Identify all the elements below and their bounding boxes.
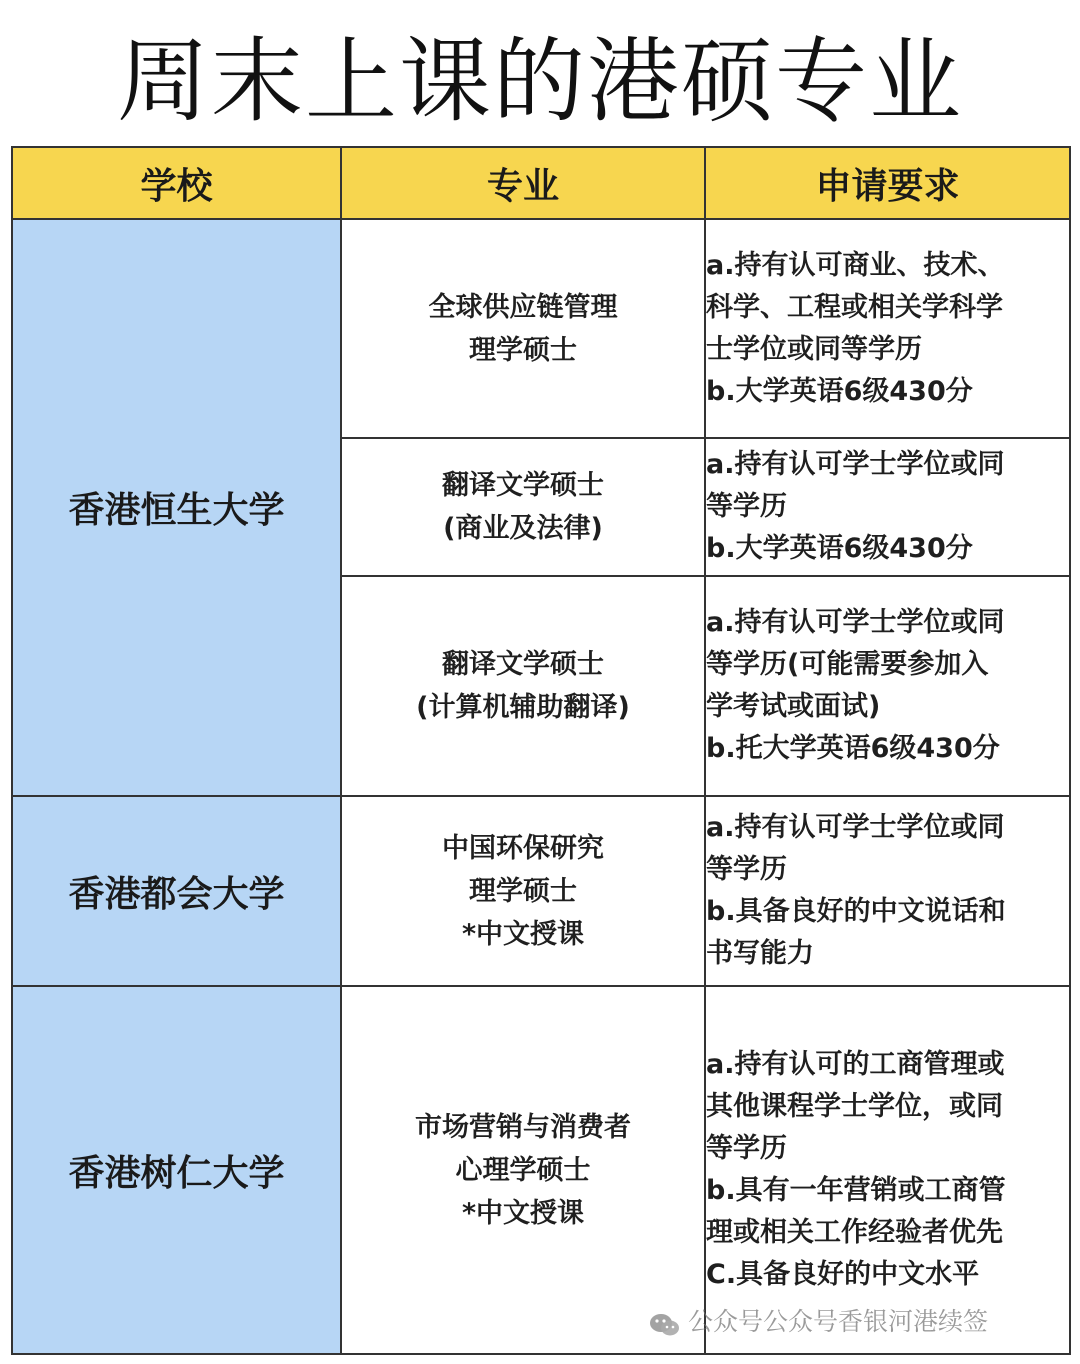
requirement-line: b.大学英语6级430分 (706, 533, 973, 564)
major-line: 理学硕士 (469, 875, 577, 907)
requirements-cell (705, 986, 1070, 1354)
requirement-line: a.持有认可的工商管理或 (706, 1049, 1005, 1080)
header-school: 学校 (12, 147, 341, 219)
requirement-line: 等学历 (706, 854, 787, 885)
table-header-row (12, 147, 1070, 219)
requirement-line: 科学、工程或相关学科学 (706, 291, 1003, 323)
major-line: 市场营销与消费者 (415, 1111, 631, 1143)
page-title: 周末上课的港硕专业 (116, 28, 963, 135)
watermark (648, 1302, 988, 1342)
requirement-line: a.持有认可商业、技术、 (706, 249, 1005, 281)
major-line: 理学硕士 (469, 334, 577, 366)
wechat-icon (648, 1310, 682, 1336)
major-line: (计算机辅助翻译) (416, 692, 630, 723)
major-line: 翻译文学硕士 (442, 470, 604, 501)
school-cell: 香港树仁大学 (12, 986, 341, 1354)
major-line: 全球供应链管理 (428, 291, 618, 323)
requirement-line: b.托大学英语6级430分 (706, 733, 1000, 764)
major-cell (341, 796, 705, 986)
header-major: 专业 (341, 147, 705, 219)
requirements-cell (705, 576, 1070, 796)
requirement-line: C.具备良好的中文水平 (706, 1259, 980, 1290)
school-cell: 香港都会大学 (12, 796, 341, 986)
requirement-line: 等学历 (706, 1133, 787, 1164)
major-line: *中文授课 (461, 918, 585, 950)
major-line: 心理学硕士 (455, 1154, 591, 1186)
major-line: 翻译文学硕士 (442, 649, 604, 680)
table-row (12, 796, 1070, 986)
table-row (12, 986, 1070, 1354)
requirement-line: 等学历(可能需要参加入 (706, 649, 989, 680)
requirement-line: 士学位或同等学历 (706, 333, 922, 365)
major-cell (341, 219, 705, 438)
major-cell (341, 986, 705, 1354)
requirement-line: b.具备良好的中文说话和 (706, 896, 1006, 927)
requirement-line: a.持有认可学士学位或同 (706, 607, 1005, 638)
major-cell (341, 576, 705, 796)
requirement-line: a.持有认可学士学位或同 (706, 812, 1005, 843)
requirement-line: 其他课程学士学位，或同 (706, 1091, 1003, 1122)
header-requirements: 申请要求 (705, 147, 1070, 219)
major-line: *中文授课 (461, 1197, 585, 1229)
requirement-line: 等学历 (706, 491, 787, 522)
table-row (12, 219, 1070, 438)
major-line: 中国环保研究 (442, 832, 604, 864)
requirement-line: b.具有一年营销或工商管 (706, 1175, 1006, 1206)
requirements-cell (705, 219, 1070, 438)
requirement-line: 学考试或面试) (706, 691, 881, 722)
requirement-line: 理或相关工作经验者优先 (706, 1217, 1003, 1248)
major-line: (商业及法律) (443, 513, 603, 544)
requirements-cell (705, 438, 1070, 576)
programs-table (11, 146, 1071, 1355)
requirements-cell (705, 796, 1070, 986)
requirement-line: 书写能力 (706, 938, 814, 969)
school-cell: 香港恒生大学 (12, 219, 341, 796)
watermark-text: 公众号公众号香银河港续签 (688, 1307, 989, 1336)
major-cell (341, 438, 705, 576)
requirement-line: a.持有认可学士学位或同 (706, 449, 1005, 480)
requirement-line: b.大学英语6级430分 (706, 375, 973, 407)
